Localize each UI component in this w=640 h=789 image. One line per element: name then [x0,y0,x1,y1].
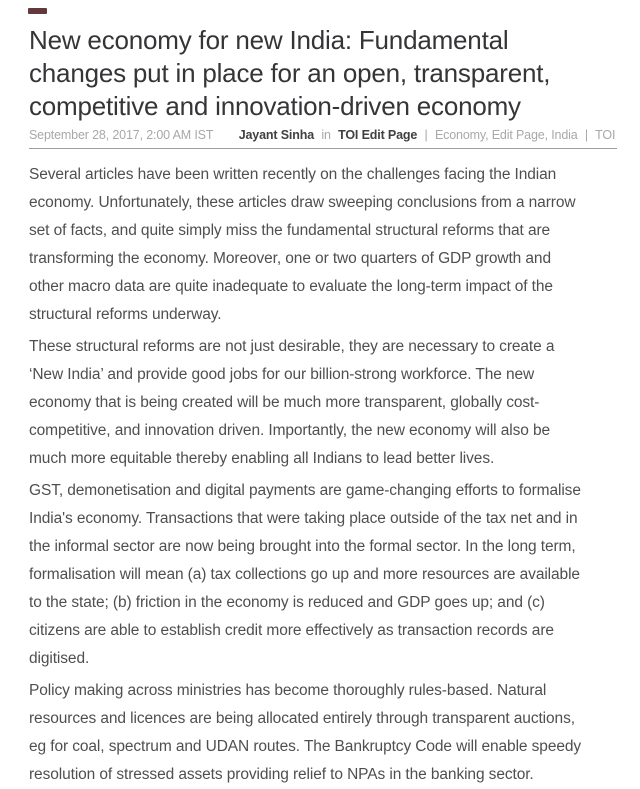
pipe-separator: | [424,128,428,142]
text-line: eg for coal, spectrum and UDAN routes. The Bankruptcy Code will enable speedy [29,738,582,755]
page-title [29,24,617,123]
text-line: resources and licences are being allocated entirely through transparent auctions, [29,710,575,727]
text-line: structural reforms underway. [29,306,222,323]
publication-link[interactable]: TOI Edit Page [338,128,418,142]
title-line-2: changes put in place for an open, transparent, [29,58,551,88]
title-line-1: New economy for new India: Fundamental [29,25,509,55]
text-line: GST, demonetisation and digital payments are game-changing efforts to formalise [29,482,581,499]
text-line: other macro data are quite inadequate to evaluate the long-term impact of the [29,278,553,295]
text-line: set of facts, and quite simply miss the fundamental structural reforms that are [29,222,551,239]
byline [29,128,617,142]
paragraph-3 [29,477,617,673]
text-line: to the state; (b) friction in the economy is reduced and GDP goes up; and (c) [29,594,545,611]
header-divider [29,148,617,149]
text-line: digitised. [29,650,90,667]
text-line: Policy making across ministries has become thoroughly rules-based. Natural [29,682,547,699]
top-left-mark [28,8,47,14]
author-link[interactable]: Jayant Sinha [238,128,314,142]
text-line: India's economy. Transactions that were taking place outside of the tax net and in [29,510,578,527]
publish-date: September 28, 2017, 2:00 AM IST [29,128,214,142]
brand-link[interactable]: TOI [595,128,616,142]
text-line: ‘New India’ and provide good jobs for our billion-strong workforce. The new [29,366,535,383]
text-line: the informal sector are now being brought into the formal sector. In the long term, [29,538,576,555]
text-line: much more equitable thereby enabling all Indians to lead better lives. [29,450,495,467]
text-line: economy. Unfortunately, these articles draw sweeping conclusions from a narrow [29,194,576,211]
text-line: These structural reforms are not just desirable, they are necessary to create a [29,338,555,355]
text-line: Several articles have been written recently on the challenges facing the Indian [29,166,557,183]
paragraph-2 [29,333,617,473]
paragraph-4 [29,677,617,789]
byline-connector: in [321,128,331,142]
text-line: transforming the economy. Moreover, one or two quarters of GDP growth and [29,250,551,267]
title-line-3: competitive and innovation-driven economy [29,91,521,121]
text-line: formalisation will mean (a) tax collections go up and more resources are available [29,566,580,583]
text-line: citizens are able to establish credit more effectively as transaction records are [29,622,554,639]
text-line: resolution of stressed assets providing relief to NPAs in the banking sector. [29,766,534,783]
pipe-separator: | [584,128,589,142]
byline-tags[interactable]: Economy, Edit Page, India [434,128,578,142]
paragraph-1 [29,161,617,329]
article-body [29,161,617,789]
text-line: competitive, and innovation driven. Importantly, the new economy will also be [29,422,551,439]
text-line: economy that is being created will be much more transparent, globally cost- [29,394,540,411]
